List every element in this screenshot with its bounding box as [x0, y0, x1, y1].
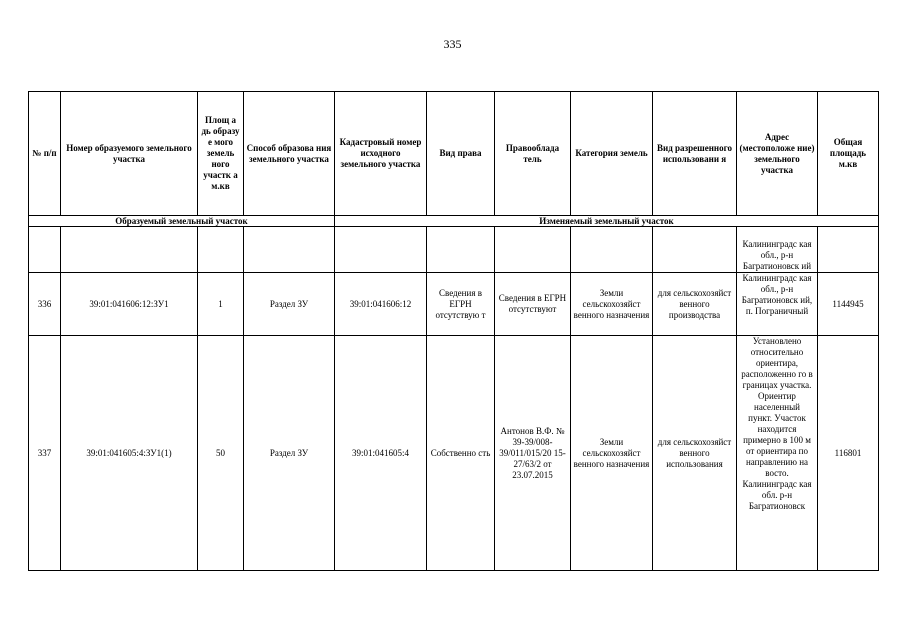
row-method: Раздел ЗУ: [244, 273, 335, 336]
address-cell: [737, 273, 818, 336]
row-num: 336: [29, 273, 61, 336]
address-text: Калининградс кая обл., р-н Багратионовск ий, п. Пограничный: [741, 273, 813, 316]
row-num: 337: [29, 336, 61, 571]
header-plot-number: Номер образуемого земельного участка: [61, 92, 198, 216]
row-permitted-use: для сельскохозяйст венного производства: [653, 273, 737, 336]
row-plot-number: 39:01:041606:12:ЗУ1: [61, 273, 198, 336]
header-right-type: Вид права: [427, 92, 495, 216]
header-total-area: Общая площадь м.кв: [818, 92, 879, 216]
row-land-category: Земли сельскохозяйст венного назначения: [571, 336, 653, 571]
row-right-type: Собственно сть: [427, 336, 495, 571]
header-row: [29, 92, 879, 216]
land-plot-table: [28, 91, 879, 571]
header-address: Адрес (местоположе ние) земельного участка: [737, 92, 818, 216]
row-land-category: Земли сельскохозяйст венного назначения: [571, 273, 653, 336]
header-land-category: Категория земель: [571, 92, 653, 216]
address-cell: [737, 227, 818, 273]
row-method: Раздел ЗУ: [244, 336, 335, 571]
row-area-new: 1: [198, 273, 244, 336]
row-area-new: 50: [198, 336, 244, 571]
table-row: [29, 273, 879, 336]
section-row: [29, 216, 879, 227]
row-total-area: 1144945: [818, 273, 879, 336]
row-source-cadastral: 39:01:041605:4: [335, 336, 427, 571]
header-holder: Правообладa тель: [495, 92, 571, 216]
header-area-new: Площ а дь образу е мого земель ного участк а м.кв: [198, 92, 244, 216]
table-row: [29, 227, 879, 273]
page-number: 335: [443, 37, 462, 51]
header-permitted-use: Вид разрешенного использовани я: [653, 92, 737, 216]
row-holder: Антонов В.Ф. № 39-39/008-39/011/015/20 15-27/63/2 от 23.07.2015: [495, 336, 571, 571]
row-holder: Сведения в ЕГРН отсутствуют: [495, 273, 571, 336]
address-text: Установлено относительно ориентира, расположенно го в границах участка. Ориентир населенный пункт. Участок находится примерно в 100 м от ориентира по направлению на восто. Калининградс кая обл. р-н Багратионовск: [741, 336, 813, 511]
row-right-type: Сведения в ЕГРН отсутствую т: [427, 273, 495, 336]
address-text: Калининградс кая обл., р-н Багратионовск ий: [742, 239, 812, 271]
row-source-cadastral: 39:01:041606:12: [335, 273, 427, 336]
header-num: № п/п: [29, 92, 61, 216]
row-plot-number: 39:01:041605:4:ЗУ1(1): [61, 336, 198, 571]
header-source-cadastral: Кадастровый номер исходного земельного участка: [335, 92, 427, 216]
section-formed-plot: Образуемый земельный участок: [29, 216, 335, 227]
table-row: [29, 336, 879, 571]
row-permitted-use: для сельскохозяйст венного использования: [653, 336, 737, 571]
section-changed-plot: Изменяемый земельный участок: [335, 216, 879, 227]
address-cell: [737, 336, 818, 571]
header-method: Способ образова ния земельного участка: [244, 92, 335, 216]
row-total-area: 116801: [818, 336, 879, 571]
